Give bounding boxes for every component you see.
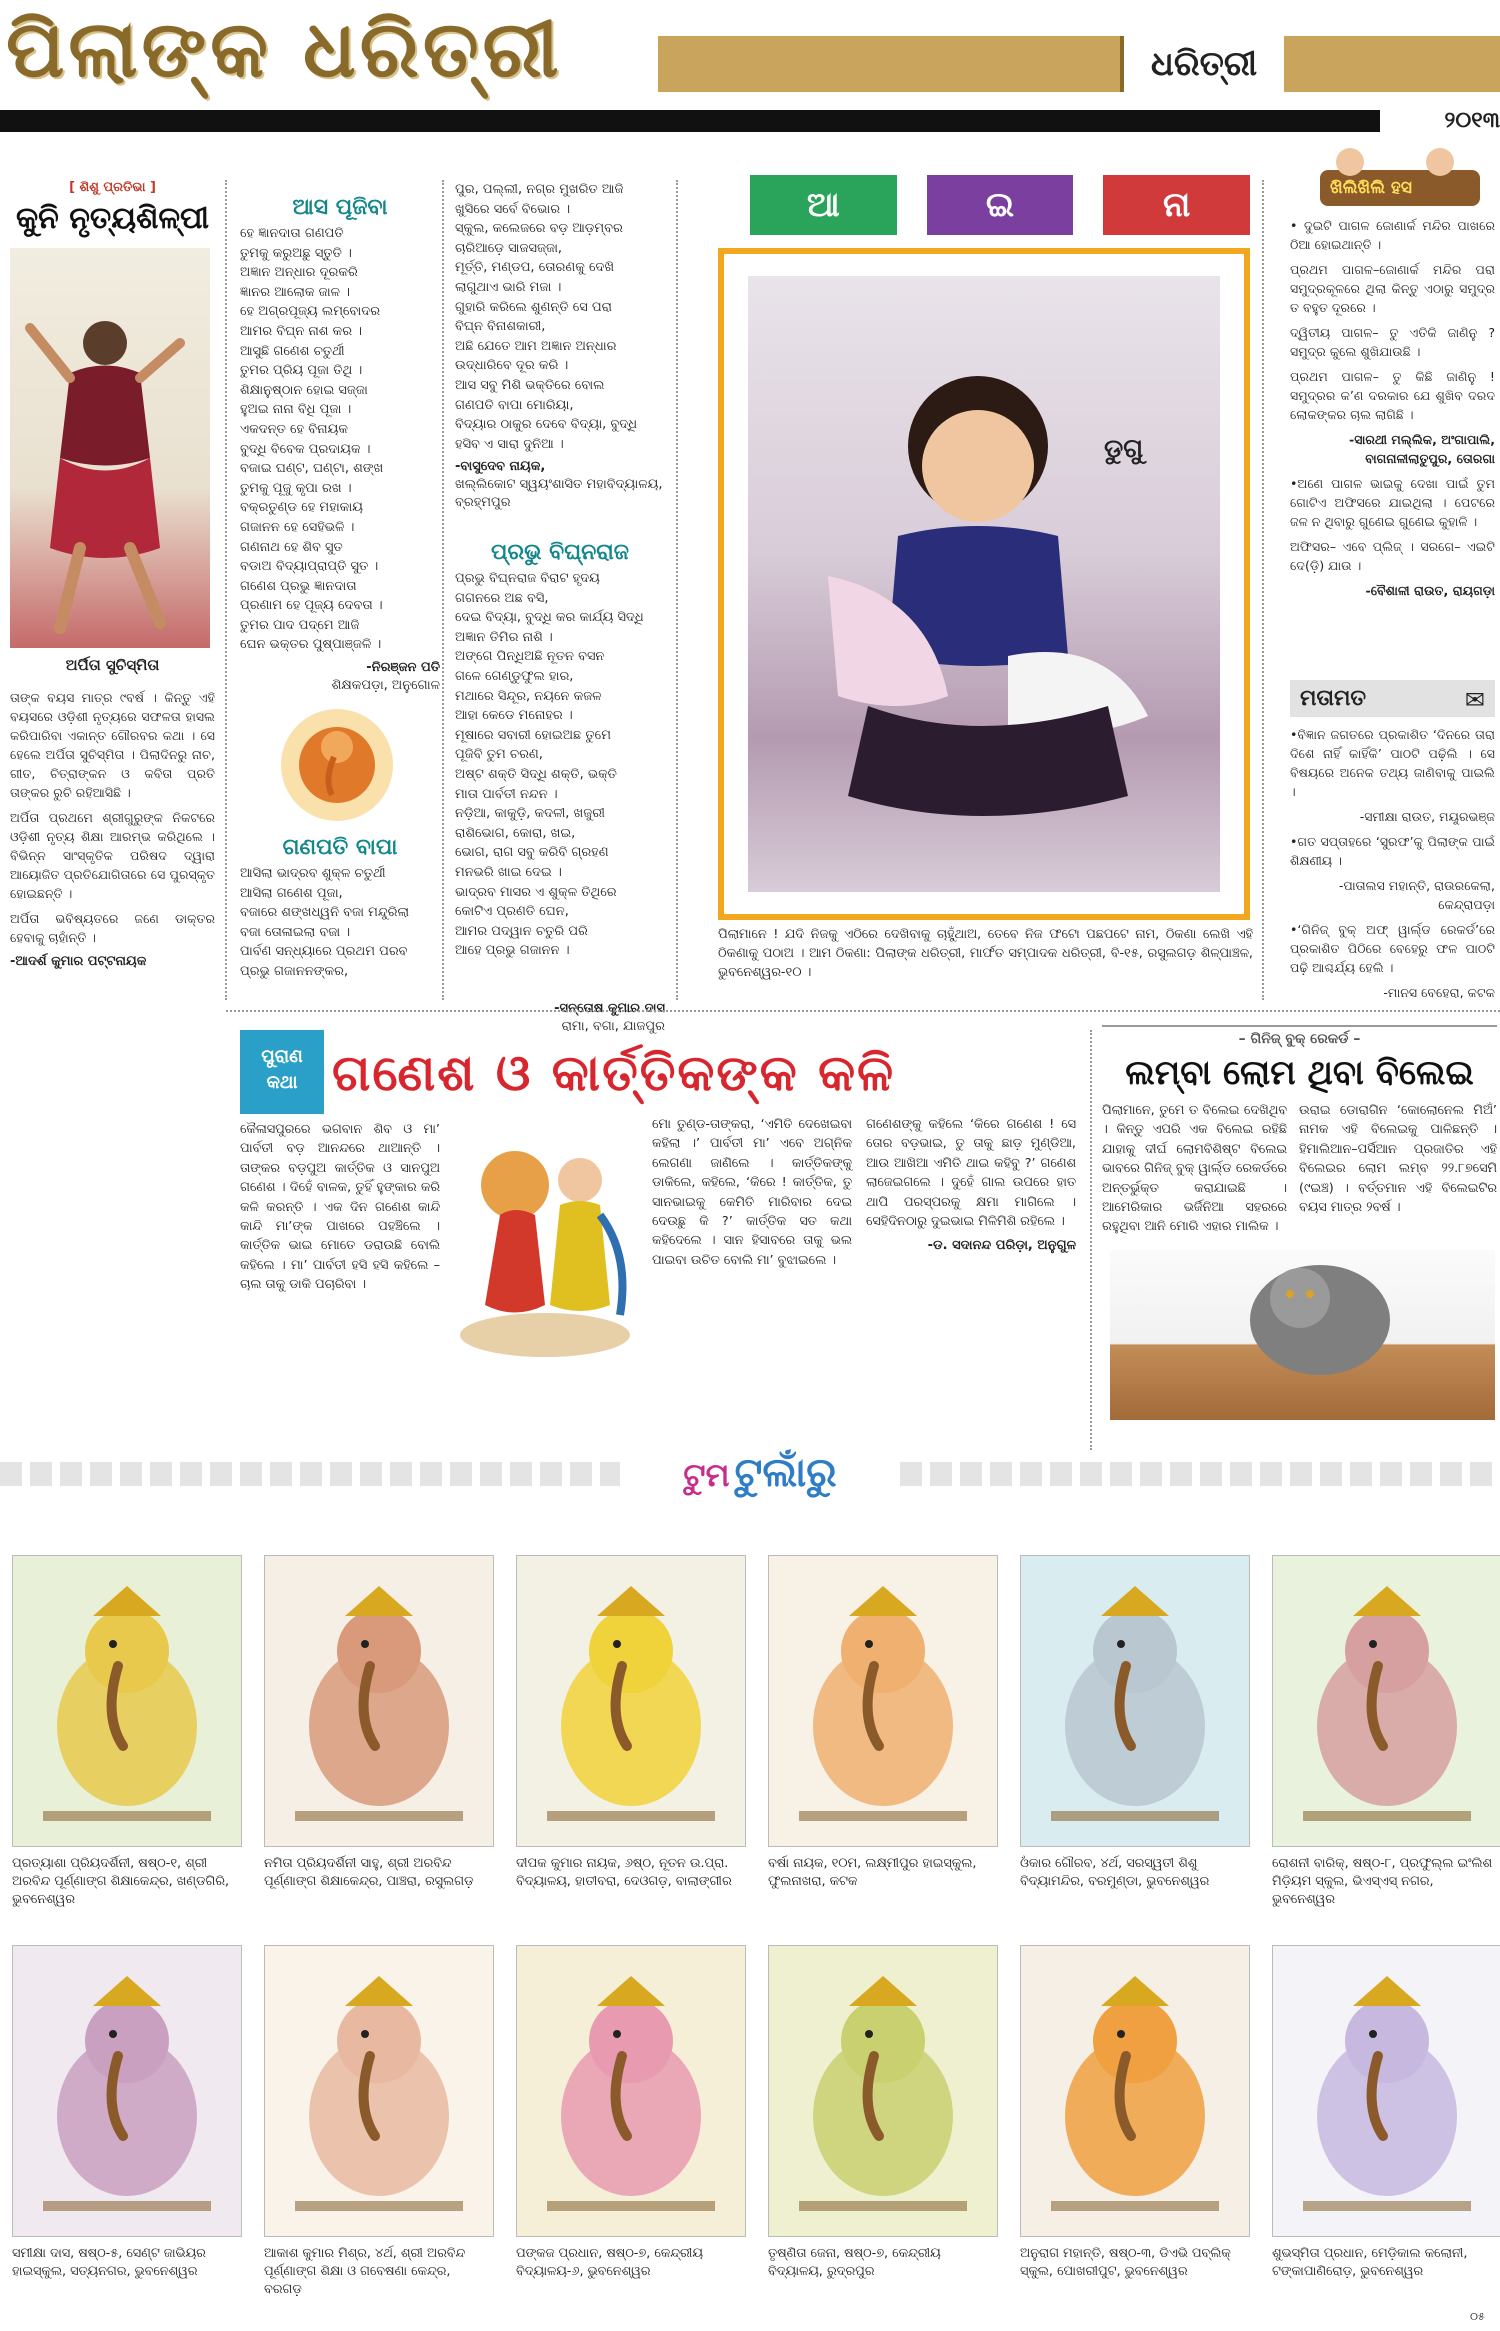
ganesh-kartik-illustration [450,1105,640,1365]
humor-section [1290,140,1495,606]
poem-aasa-pujiba-title: ଆସ ପୂଜିବା [292,195,388,220]
ganesh-drawing [1020,1555,1250,1847]
ganesh-drawing [12,1555,242,1847]
purana-byline: -ଡ. ସଦାନନ୍ଦ ପରିଡ଼ା, ଅନୁଗୁଳ [927,1238,1076,1254]
aaina-child-name: ଡୁଗୁ [1104,434,1144,464]
opinion-title: ମତାମତ ✉ [1290,680,1495,717]
drawing-caption: ସମୀକ୍ଷା ଦାସ, ଷଷ୍ଠ-୫, ସେଣ୍ଟ ଜାଭିୟର ହାଇସ୍କୁଲ, ସତ୍ୟନଗର, ଭୁବନେଶ୍ୱର [12,2246,206,2279]
drawing-card [1020,1945,1248,2281]
ganesh-drawing [1272,1945,1500,2237]
poem-aasa-pujiba-text: ହେ ଜ୍ଞାନଦାତା ଗଣପତି ତୁମକୁ କରୁଅଛୁ ସ୍ତୁତି । ଅଜ୍ଞାନ ଅନ୍ଧାର ଦୂରକରି ଜ୍ଞାନର ଆଲୋକ ଜାଳ । ହେ ଅଗ୍ରପୂଜ୍ୟ ଲମ୍ବୋଦର ଆମର ବିଘ୍ନ ନାଶ କର । ଆସୁଛି ଗଣେଶ ଚତୁର୍ଥୀ ତୁମର ପ୍ରିୟ ପୂଜା ତିଥି । ଶିକ୍ଷାନୁଷ୍ଠାନ ହୋଇ ସଜ୍ଜା ହୁଅଇ ନାନା ବିଧି ପୂଜା । ଏକଦନ୍ତ ହେ ବିନାୟକ ବୁଦ୍ଧି ବିବେକ ପ୍ରଦାୟକ । ବଜାଇ ଘଣ୍ଟ, ଘଣ୍ଟା, ଶଙ୍ଖ ତୁମକୁ ପୂଜୁ କୃପା ରଖ । ବକ୍ରତୁଣ୍ଡ ହେ ମହାକାୟ ଗଜାନନ ହେ ସେହିଭଳି । ଗଣନାଥ ହେ ଶିବ ସୁତ ବଡାଅ ବିଦ୍ୟାପ୍ରାପ୍ତି ସୁତ । ଗଣେଶ ପ୍ରଭୁ ଜ୍ଞାନଦାତା ପ୍ରଣାମ ହେ ପୂଜ୍ୟ ଦେବତା । ତୁମର ପାଦ ପଦ୍ମେ ଆଜି ଘେନ ଭକ୍ତର ପୁଷ୍ପାଞ୍ଜଳି । [240,226,384,653]
ganesh-drawing [768,1945,998,2237]
drawing-caption: ପଙ୍କଜ ପ୍ରଧାନ, ଷଷ୍ଠ-୭, କେନ୍ଦ୍ରୀୟ ବିଦ୍ୟାଳୟ-୬, ଭୁବନେଶ୍ୱର [516,2246,703,2279]
col-divider-1 [225,180,227,1000]
aaina-flags [750,175,1250,245]
poem-prabhu-bighnaraj [455,540,665,961]
poem-col2b-text: ପୁର, ପଲ୍ଲୀ, ନଗ୍ର ମୁଖରିତ ଆଜି ଖୁସିରେ ସର୍ବେ ବିଭୋର । ସ୍କୁଲ, କଲେଜରେ ବଡ଼ ଆଡ଼ମ୍ବର ଚାରିଆଡ଼େ ସାଜସଜ୍ଜା, ମୂର୍ତ୍ତି, ମଣ୍ଡପ, ତୋରଣକୁ ଦେଖି ଲାଗୁଥାଏ ଭାରି ମଜା । ଗୁହାରି କରିଲେ ଶୁଣନ୍ତି ସେ ପରା ବିଘ୍ନ ବିନାଶକାରୀ, ଅଛି ଯେତେ ଆମ ଅଜ୍ଞାନ ଅନ୍ଧାର ଉଦ୍ଧାରିବେ ଦୂର କରି । ଆସ ସବୁ ମିଶି ଭକ୍ତିରେ ବୋଲ ଗଣପତି ବାପା ମୋରିୟା, ବିଦ୍ୟାର ଠାକୁର ଦେବେ ବିଦ୍ୟା, ବୁଦ୍ଧି ହସିବ ଏ ସାରା ଦୁନିଆ । [455,182,638,452]
guinness-section [1102,1025,1497,1237]
poem-prabhu-bighnaraj-text: ପ୍ରଭୁ ବିଘ୍ନରାଜ ବିରାଟ ହୃଦୟ ଗଗନରେ ଅଛ ବସି, ଦେଇ ବିଦ୍ୟା, ବୁଦ୍ଧି କର କାର୍ଯ୍ୟ ସିଦ୍ଧି ଅଜ୍ଞାନ ତିମିର ନାଶି । ଅଙ୍ଗେ ପିନ୍ଧିଅଛି ନୂତନ ବସନ ଗଳେ ଗେଣ୍ଡୁଫୁଲ ହାର, ମଥାରେ ସିନ୍ଦୂର, ନୟନେ କଜଳ ଆହା କେଡେ ମନୋହର । ମୂଷାରେ ସବାରୀ ହୋଇଅଛ ତୁମେ ପୂଜିବି ତୁମ ଚରଣ, ଅଷ୍ଟ ଶକ୍ତି ସିଦ୍ଧି ଶକ୍ତି, ଭକ୍ତି ମାତା ପାର୍ବତୀ ନନ୍ଦନ । ନଡ଼ିଆ, କାକୁଡ଼ି, କଦଳୀ, ଖଜୁରୀ ରାଶିଭୋଗ, କୋରା, ଖଇ, ଭୋଗ, ରାଗ ସବୁ କରିବି ଗ୍ରହଣ ମନଭରି ଖାଇ ଦେଇ । ଭାଦ୍ରବ ମାସର ଏ ଶୁକ୍ଳ ତିଥିରେ କୋଟିଏ ପ୍ରଣତି ଘେନ, ଆମର ପଦ୍ୱାନ ଚତୁରି ପରି ଆହେ ପ୍ରଭୁ ଗଜାନନ । [455,571,644,959]
opinion-section [1290,680,1495,1008]
masthead-band [658,36,1500,92]
guinness-label: – ଗିନିଜ୍ ବୁକ୍ ରେକର୍ଡ – [1102,1025,1497,1047]
kid-prodigy-title: କୁନି ନୃତ୍ୟଶିଳ୍ପୀ [15,201,210,236]
ganesh-drawing [516,1945,746,2237]
ganesh-drawing [264,1945,494,2237]
drawings-title: ଟୁମ ଟୁଲାଁରୁ [620,1450,900,1530]
drawing-caption: ଶୁଭସ୍ମିତା ପ୍ରଧାନ, ମେଡ଼ିକାଲ କଲୋନୀ, ଟଙ୍କାପାଣିରୋଡ଼, ଭୁବନେଶ୍ୱର [1272,2246,1468,2279]
drawing-caption: ଦୀପକ କୁମାର ନାୟକ, ୬ଷ୍ଠ, ନୂତନ ଉ.ପ୍ରା. ବିଦ୍ୟାଳୟ, ହାତୀବରା, ଦେଓଗଡ଼, ବାଲାଙ୍ଗୀର [516,1856,732,1889]
ganesh-drawing [1272,1555,1500,1847]
drawings-row-1 [8,1555,1496,1935]
opinion-items: •ବିଜ୍ଞାନ ଜଗତରେ ପ୍ରକାଶିତ ‘ଦିନରେ ତାରା ଦିଶେ ନାହିଁ କାହିଁକି’ ପାଠଟି ପଢ଼ିଲି । ସେ ବିଷୟରେ ଅନେକ ତଥ୍ୟ ଜାଣିବାକୁ ପାଇଲି । -ସମୀକ୍ଷା ରାଉତ, ମୟୂରଭଞ୍ଜ •ଗତ ସପ୍ତାହରେ ‘ସୁରଫ’କୁ ପିଲାଙ୍କ ପାଇଁ ଶିକ୍ଷଣୀୟ । -ପାତାଲସ ମହାନ୍ତି, ରାଉରକେଲା, କେନ୍ଦ୍ରାପଡ଼ା •‘ଗିନିଜ୍ ବୁକ୍ ଅଫ୍ ୱାର୍ଲ୍ଡ ରେକର୍ଡ’ରେ ପ୍ରକାଶିତ ପିଠିରେ ବେହେରୁ ଫଳ ପାଠଟି ପଢ଼ି ଆଶ୍ଚର୍ଯ୍ୟ ହେଲି । -ମାନସ ବେହେରା, କଟକ [1290,727,1495,1000]
drawing-caption: ପ୍ରତ୍ୟାଶା ପ୍ରିୟଦର୍ଶିନୀ, ଷଷ୍ଠ-୧, ଶ୍ରୀ ଅରବିନ୍ଦ ପୂର୍ଣ୍ଣାଙ୍ଗ ଶିକ୍ଷାକେନ୍ଦ୍ର, ଖଣ୍ଡଗିରି, ଭୁବନେଶ୍ୱର [12,1856,230,1907]
drawing-card [768,1945,996,2281]
drawing-caption: ରୋଶନୀ ବାରିକ୍, ଷଷ୍ଠ-୮, ପ୍ରଫୁଲ୍ଲ ଇଂଲିଶ ମିଡ଼ିୟମ ସ୍କୁଲ, ଭିଏସ୍‌ଏସ୍ ନଗର, ଭୁବନେଶ୍ୱର [1272,1856,1493,1907]
drawing-card [768,1555,996,1891]
kid-prodigy-byline: -ଆଦର୍ଶ କୁମାର ପଟ୍ଟନାୟକ [10,954,147,969]
drawing-caption: ଆକାଶ କୁମାର ମିଶ୍ର, ୪ର୍ଥ, ଶ୍ରୀ ଅରବିନ୍ଦ ପୂର୍ଣ୍ଣାଙ୍ଗ ଶିକ୍ଷା ଓ ଗବେଷଣା କେନ୍ଦ୍ର, ବରଗଡ଼ [264,2246,466,2297]
poem-ganapati-bapa-title: ଗଣପତି ବାପା [282,835,398,860]
guinness-title: ଲମ୍ବା ଲୋମ ଥିବା ବିଲେଇ [1125,1053,1474,1093]
poem-aasa-pujiba-byline: -ନିରଞ୍ଜନ ପତି [366,660,440,676]
aaina-caption: ପିଲାମାନେ ! ଯଦି ନିଜକୁ ଏଠିରେ ଦେଖିବାକୁ ଚାହୁଁଥାଅ, ତେବେ ନିଜ ଫଟୋ ପଛପଟେ ନାମ, ଠିକଣା ଲେଖି ଏହି ଠିକଣାକୁ ପଠାଅ । ଆମ ଠିକଣା: ପିଲାଙ୍କ ଧରିତ୍ରୀ, ମାର୍ଫତ ସମ୍ପାଦକ ଧରିତ୍ରୀ, ବି-୧୫, ରସୁଲଗଡ଼ ଶିଳ୍ପାଞ୍ଚଳ, ଭୁବନେଶ୍ୱର-୧୦ । [718,927,1253,980]
envelope-icon: ✉ [1464,686,1485,714]
aaina-flag-1: ଆ [750,175,897,235]
aaina-child-photo [748,276,1220,892]
ganesh-drawing [768,1555,998,1847]
col-divider-3 [676,180,678,1000]
aaina-frame [718,248,1250,920]
purana-col1: କୈଳାସପୁରରେ ଭଗବାନ ଶିବ ଓ ମା’ ପାର୍ବତୀ ବଡ଼ ଆନନ୍ଦରେ ଥାଆନ୍ତି । ତାଙ୍କର ବଡ଼ପୁଅ କାର୍ତ୍ତିକ ଓ ସାନପୁଅ ଗଣେଶ । ଦିହେଁ ବାଳକ, ତୁହିଁ ହୁଙ୍କାର କରି କଳି କରନ୍ତି । ଏକ ଦିନ ଗଣେଶ କାନ୍ଦି କାନ୍ଦି ମା’ଙ୍କ ପାଖରେ ପହଞ୍ଚିଲେ । କାର୍ତ୍ତିକ ଭାଇ ମୋତେ ଡରାଉଛି ବୋଲି କହିଲେ । ମା’ ପାର୍ବତୀ ହସି ହସି କହିଲେ – ଚାଲ ତାକୁ ଡାକି ପଚାରିବା । [240,1122,440,1293]
drawings-row-2 [8,1945,1496,2325]
guinness-col2: ଉରାଇ ଡୋରାଗିନ ‘କୋଲୋନେଲ ମିଅଁ’ ନାମକ ଏହି ବିଲେଇକୁ ପାଳିଛନ୍ତି । ହିମାଲିଆନ–ପର୍ସିଆନ ପ୍ରଜାତିର ଏହି ବିଲେଇର ଲୋମ ଲମ୍ବ ୨୨.୮୭ସେମି (୯ଇଞ୍ଚ) । ବର୍ତ୍ତମାନ ଏହି ବିଲେଇଟିର ବୟସ ମାତ୍ର ୨ବର୍ଷ । [1299,1103,1497,1216]
poem-ganapati-bapa-byline: -ସନ୍ତୋଷ କୁମାର ଦାସ [554,1001,665,1016]
page-number: ୦୫ [1470,2310,1485,2323]
poem-col2b-byline: -ବାସୁଦେବ ନାୟକ, [455,459,546,475]
ganesh-drawing [516,1555,746,1847]
masthead-rule [0,110,1380,132]
poem-prabhu-bighnaraj-title: ପ୍ରଭୁ ବିଘ୍ନରାଜ [490,540,629,565]
kid-prodigy-section [10,180,215,1410]
drawing-caption: ଅନୁରାଗ ମହାନ୍ତି, ଷଷ୍ଠ-୩, ଡିଏଭି ପବ୍ଲିକ୍ ସ୍କୁଲ, ପୋଖରୀପୁଟ, ଭୁବନେଶ୍ୱର [1020,2246,1231,2279]
purana-badge: ପୁରାଣ କଥା [240,1030,324,1114]
drawing-caption: ତୃଷ୍ଣିତା ଜେନା, ଷଷ୍ଠ-୭, କେନ୍ଦ୍ରୀୟ ବିଦ୍ୟାଳୟ, ରୁଦ୍ରପୁର [768,2246,941,2279]
poem-col2b-place: ଖଲ୍ଲିକୋଟ ସ୍ୱୟଂଶାସିତ ମହାବିଦ୍ୟାଳୟ, ବ୍ରହ୍ମପୁର [455,477,663,511]
poem-aasa-pujiba-place: ଶିକ୍ଷକପଡ଼ା, ଅନୁଗୋଳ [331,678,440,694]
purana-top-rule [226,1010,1500,1012]
drawing-card [1272,1555,1500,1909]
kid-prodigy-body: ତାଙ୍କ ବୟସ ମାତ୍ର ୯ବର୍ଷ । କିନ୍ତୁ ଏହି ବୟସରେ ଓଡ଼ିଶୀ ନୃତ୍ୟରେ ସଫଳତା ହାସଲ କରିପାରିବା ଏକାନ୍ତ ଗୌରବର କଥା । ସେ ହେଲେ ଅର୍ପିତା ସୁଚିସ୍ମିତା । ପିଲାଦିନରୁ ନାଚ, ଗୀତ, ଚିତ୍ରାଙ୍କନ ଓ କବିତା ପ୍ରତି ତାଙ୍କର ରୁଚି ରହିଆସିଛି । ଅର୍ପିତା ପ୍ରଥମେ ଶ୍ରୀଗୁରୁଙ୍କ ନିକଟରେ ଓଡ଼ିଶୀ ନୃତ୍ୟ ଶିକ୍ଷା ଆରମ୍ଭ କରିଥିଲେ । ବିଭିନ୍ନ ସାଂସ୍କୃତିକ ପରିଷଦ ଦ୍ୱାରା ଆୟୋଜିତ ପ୍ରତିଯୋଗିତାରେ ସେ ପୁରସ୍କୃତ ହୋଇଛନ୍ତି । ଅର୍ପିତା ଭବିଷ୍ୟତରେ ଜଣେ ଡାକ୍ତର ହେବାକୁ ଚାହାଁନ୍ତି । [10,690,215,945]
drawing-card [264,1945,492,2299]
poem-ganapati-bapa-place: ରାମା, ବଗା, ଯାଜପୁର [561,1019,665,1034]
drawing-caption: ଓଁକାର ଗୌରବ, ୪ର୍ଥ, ସରସ୍ୱତୀ ଶିଶୁ ବିଦ୍ୟାମନ୍ଦିର, ବରମୁଣ୍ଡା, ଭୁବନେଶ୍ୱର [1020,1856,1210,1889]
poem-ganapati-bapa-text: ଆସିଲା ଭାଦ୍ରବ ଶୁକ୍ଳ ଚତୁର୍ଥୀ ଆସିଲା ଗଣେଶ ପୂଜା, ବଜାରେ ଶଙ୍ଖଧ୍ୱନି ବଜା ମନ୍ଦୁରିଲା ବଜା ତୋଳାଇଲା ବଜା । ପାର୍ବଣ ସନ୍ଧ୍ୟାରେ ପ୍ରଥମ ପରବ ପ୍ରଭୁ ଗଜାନନଙ୍କର, [240,866,410,979]
col-divider-2 [442,180,444,1000]
drawing-caption: ନମିତା ପ୍ରିୟଦର୍ଶିନୀ ସାହୁ, ଶ୍ରୀ ଅରବିନ୍ଦ ପୂର୍ଣ୍ଣାଙ୍ଗ ଶିକ୍ଷାକେନ୍ଦ୍ର, ପାଞ୍ଚରା, ରସୁଲଗଡ଼ [264,1856,474,1889]
long-hair-cat-photo [1110,1250,1495,1420]
drawing-card [12,1945,240,2281]
dancer-figure [10,248,210,648]
ganesh-drawing [1020,1945,1250,2237]
drawing-caption: ବର୍ଷା ନାୟକ, ୧୦ମ, ଲକ୍ଷ୍ମୀପୁର ହାଇସ୍କୁଲ, ଫୁଲନାଖରା, କଟକ [768,1856,977,1889]
col-divider-5 [1090,1030,1092,1450]
kid-prodigy-label: [ ଶିଶୁ ପ୍ରତିଭା ] [69,180,156,195]
humor-title: ଖିଲିଖିଲି ହସ [1290,140,1495,210]
dancer-caption: ଅର୍ପିତା ସୁଚିସ୍ମିତା [65,656,160,674]
masthead-year: ୨୦୧୩ [1444,108,1500,133]
drawing-card [516,1555,744,1891]
ganesh-drawing [264,1555,494,1847]
masthead-title: ପିଲାଙ୍କ ଧରିତ୍ରୀ [6,4,563,95]
ganesh-illustration [262,705,412,825]
purana-col2: ମୋ ତୁଣ୍ଡ-ତାଙ୍କରା, ‘ଏମିତି ଦେଖେଇବା କହିଲା ।’ ପାର୍ବତୀ ମା’ ଏବେ ଅଗ୍ନିକ ଲେଗଣା ଜାଣିଲେ । କାର୍ତ୍ତିକଙ୍କୁ ଡାକିଲେ, କହିଲେ, ‘କିରେ ! କାର୍ତ୍ତିକ, ତୁ ସାନଭାଇକୁ କେମିତି ମାରିବାର ଦେଇ ଦେଉଛୁ କି ?’ କାର୍ତ୍ତିକ ସତ କଥା କହିଦେଲେ । ସାନ ହିସାବରେ ତାକୁ ଭଲ ପାଇବା ଉଚିତ ବୋଲି ମା’ ବୁଝାଇଲେ । [652,1117,852,1268]
humor-banner-art [1290,140,1495,210]
masthead-tag: ଧରିତ୍ରୀ [1120,36,1284,92]
col-divider-4 [1262,180,1264,1000]
drawing-card [12,1555,240,1909]
humor-jokes: • ଦୁଇଟି ପାଗଳ ଜୋଣାର୍କ ମନ୍ଦିର ପାଖରେ ଠିଆ ହୋଇଥାନ୍ତି । ପ୍ରଥମ ପାଗଳ–ଜୋଣାର୍କ ମନ୍ଦିର ପରା ସମୁଦ୍ରକୂଳରେ ଥିଲା କିନ୍ତୁ ଏଠାରୁ ସମୁଦ୍ର ତ ବହୁତ ଦୂରରେ । ଦ୍ୱିତୀୟ ପାଗଳ– ତୁ ଏତିକି ଜାଣିନୁ ? ସମୁଦ୍ର କୁଲେ ଶୁଖିଯାଉଛି । ପ୍ରଥମ ପାଗଳ– ତୁ କିଛି ଜାଣିନୁ ! ସମୁଦ୍ରର କ’ଣ ଦରକାର ଯେ ଶୁଖିବ ଦରଦ ଲୋକଙ୍କର ଚାଲ ଲାଗିଛି । -ସାରଥୀ ମଲ୍ଲିକ, ଅଂଗାପାଲି, ବାଗନାଳୀଲାତୁପୁର, ତୋରଗା •ଅଣେ ପାଗଳ ଭାଇକୁ ଦେଖା ପାଇଁ ତୁମ ଗୋଟିଏ ଅଫିସରେ ଯାଇଥିଲା । ପେଟରେ ଜଳ ନ ଥିବାରୁ ଗୁଣେଇ ଗୁଣେଇ କୁହାଳି । ଅଫିସର– ଏବେ ପ୍ଲିଜ୍ । ସରଗେ– ଏଇଟି ଦେ(ଡ଼ି) ଯାଉ । -ବୈଶାଳୀ ରାଉତ, ରାୟଗଡ଼ା [1290,218,1495,598]
aaina-flag-2: ଇ [927,175,1074,235]
poem-col2b [455,180,665,512]
poem-ganapati-bapa [240,835,440,982]
drawing-card [516,1945,744,2281]
ganesh-drawing [12,1945,242,2237]
drawing-card [1272,1945,1500,2281]
purana-title: ଗଣେଶ ଓ କାର୍ତ୍ତିକଙ୍କ କଳି [332,1043,896,1102]
drawing-card [1020,1555,1248,1891]
drawing-card [264,1555,492,1891]
purana-col3: ଗଣେଶଙ୍କୁ କହିଲେ ‘କିରେ ଗଣେଶ ! ସେ ତୋର ବଡ଼ଭାଇ, ତୁ ତାକୁ ଛାଡ଼ ମୁଣ୍ଡିଆ, ଆଉ ଆଖିଆ ଏମିତି ଥାଇ କହିବୁ ?’ ଗଣେଶ ଲାଜେଇଗଲେ । ଦୁହେଁ ଗାଲ ଉପରେ ହାତ ଥାପି ପରସ୍ପରକୁ କ୍ଷମା ମାଗିଲେ । ସେହିଦିନଠାରୁ ଦୁଇଭାଇ ମିଳିମିଶି ରହିଲେ । -ଡ. ସଦାନନ୍ଦ ପରିଡ଼ା, ଅନୁଗୁଳ [866,1117,1076,1254]
dancer-photo [10,248,210,648]
poem-aasa-pujiba [240,195,440,695]
aaina-flag-3: ନା [1103,175,1250,235]
guinness-col1: ପିଲାମାନେ, ତୁମେ ତ ବିଲେଇ ଦେଖିଥିବ । କିନ୍ତୁ ଏପରି ଏକ ବିଲେଇ ରହିଛି ଯାହାକୁ ଦୀର୍ଘ ଲୋମବିଶିଷ୍ଟ ବିଲେଇ ଭାବରେ ଗିନିଜ୍ ବୁକ୍ ୱାର୍ଲ୍ଡ ରେକର୍ଡରେ ଅନ୍ତର୍ଭୁକ୍ତ କରାଯାଇଛି । ଆମେରିକାର ଭର୍ଜିନିଆ ସହରରେ ରହୁଥିବା ଆନି ମୋରି ଏହାର ମାଲିକ । [1102,1103,1287,1235]
